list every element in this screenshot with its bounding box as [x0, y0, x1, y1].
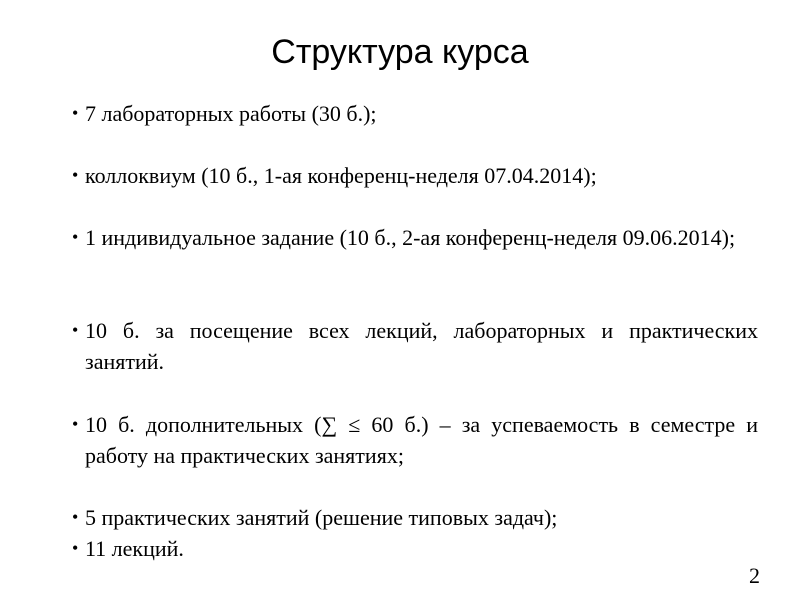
page-number: 2 [749, 563, 760, 588]
bullet-icon: • [72, 320, 79, 340]
list-item [72, 533, 758, 564]
list-item-text: 5 практических занятий (решение типовых задач); [85, 505, 558, 530]
list-item-text: 1 индивидуальное задание (10 б., 2-ая конференц-неделя 09.06.2014); [85, 225, 736, 250]
list-item-text: 7 лабораторных работы (30 б.); [85, 101, 377, 126]
bullet-icon: • [72, 165, 79, 185]
list-item [72, 315, 758, 377]
list-item [72, 160, 758, 191]
list-item-text: 11 лекций. [85, 536, 184, 561]
list-item [72, 98, 758, 129]
bullet-icon: • [72, 414, 79, 434]
slide-title: Структура курса [271, 33, 529, 71]
list-item [72, 502, 758, 533]
bullet-icon: • [72, 507, 79, 527]
bullet-icon: • [72, 103, 79, 123]
list-item-text: коллоквиум (10 б., 1-ая конференц-неделя 07.04.2014); [85, 163, 597, 188]
list-item-text: 10 б. дополнительных (∑ ≤ 60 б.) – за успеваемость в семестре и работу на практических занятиях; [85, 412, 758, 468]
bullet-icon: • [72, 227, 79, 247]
list-item [72, 222, 758, 253]
bullet-icon: • [72, 538, 79, 558]
list-item [72, 409, 758, 471]
list-item-text: 10 б. за посещение всех лекций, лабораторных и практических занятий. [85, 318, 758, 374]
